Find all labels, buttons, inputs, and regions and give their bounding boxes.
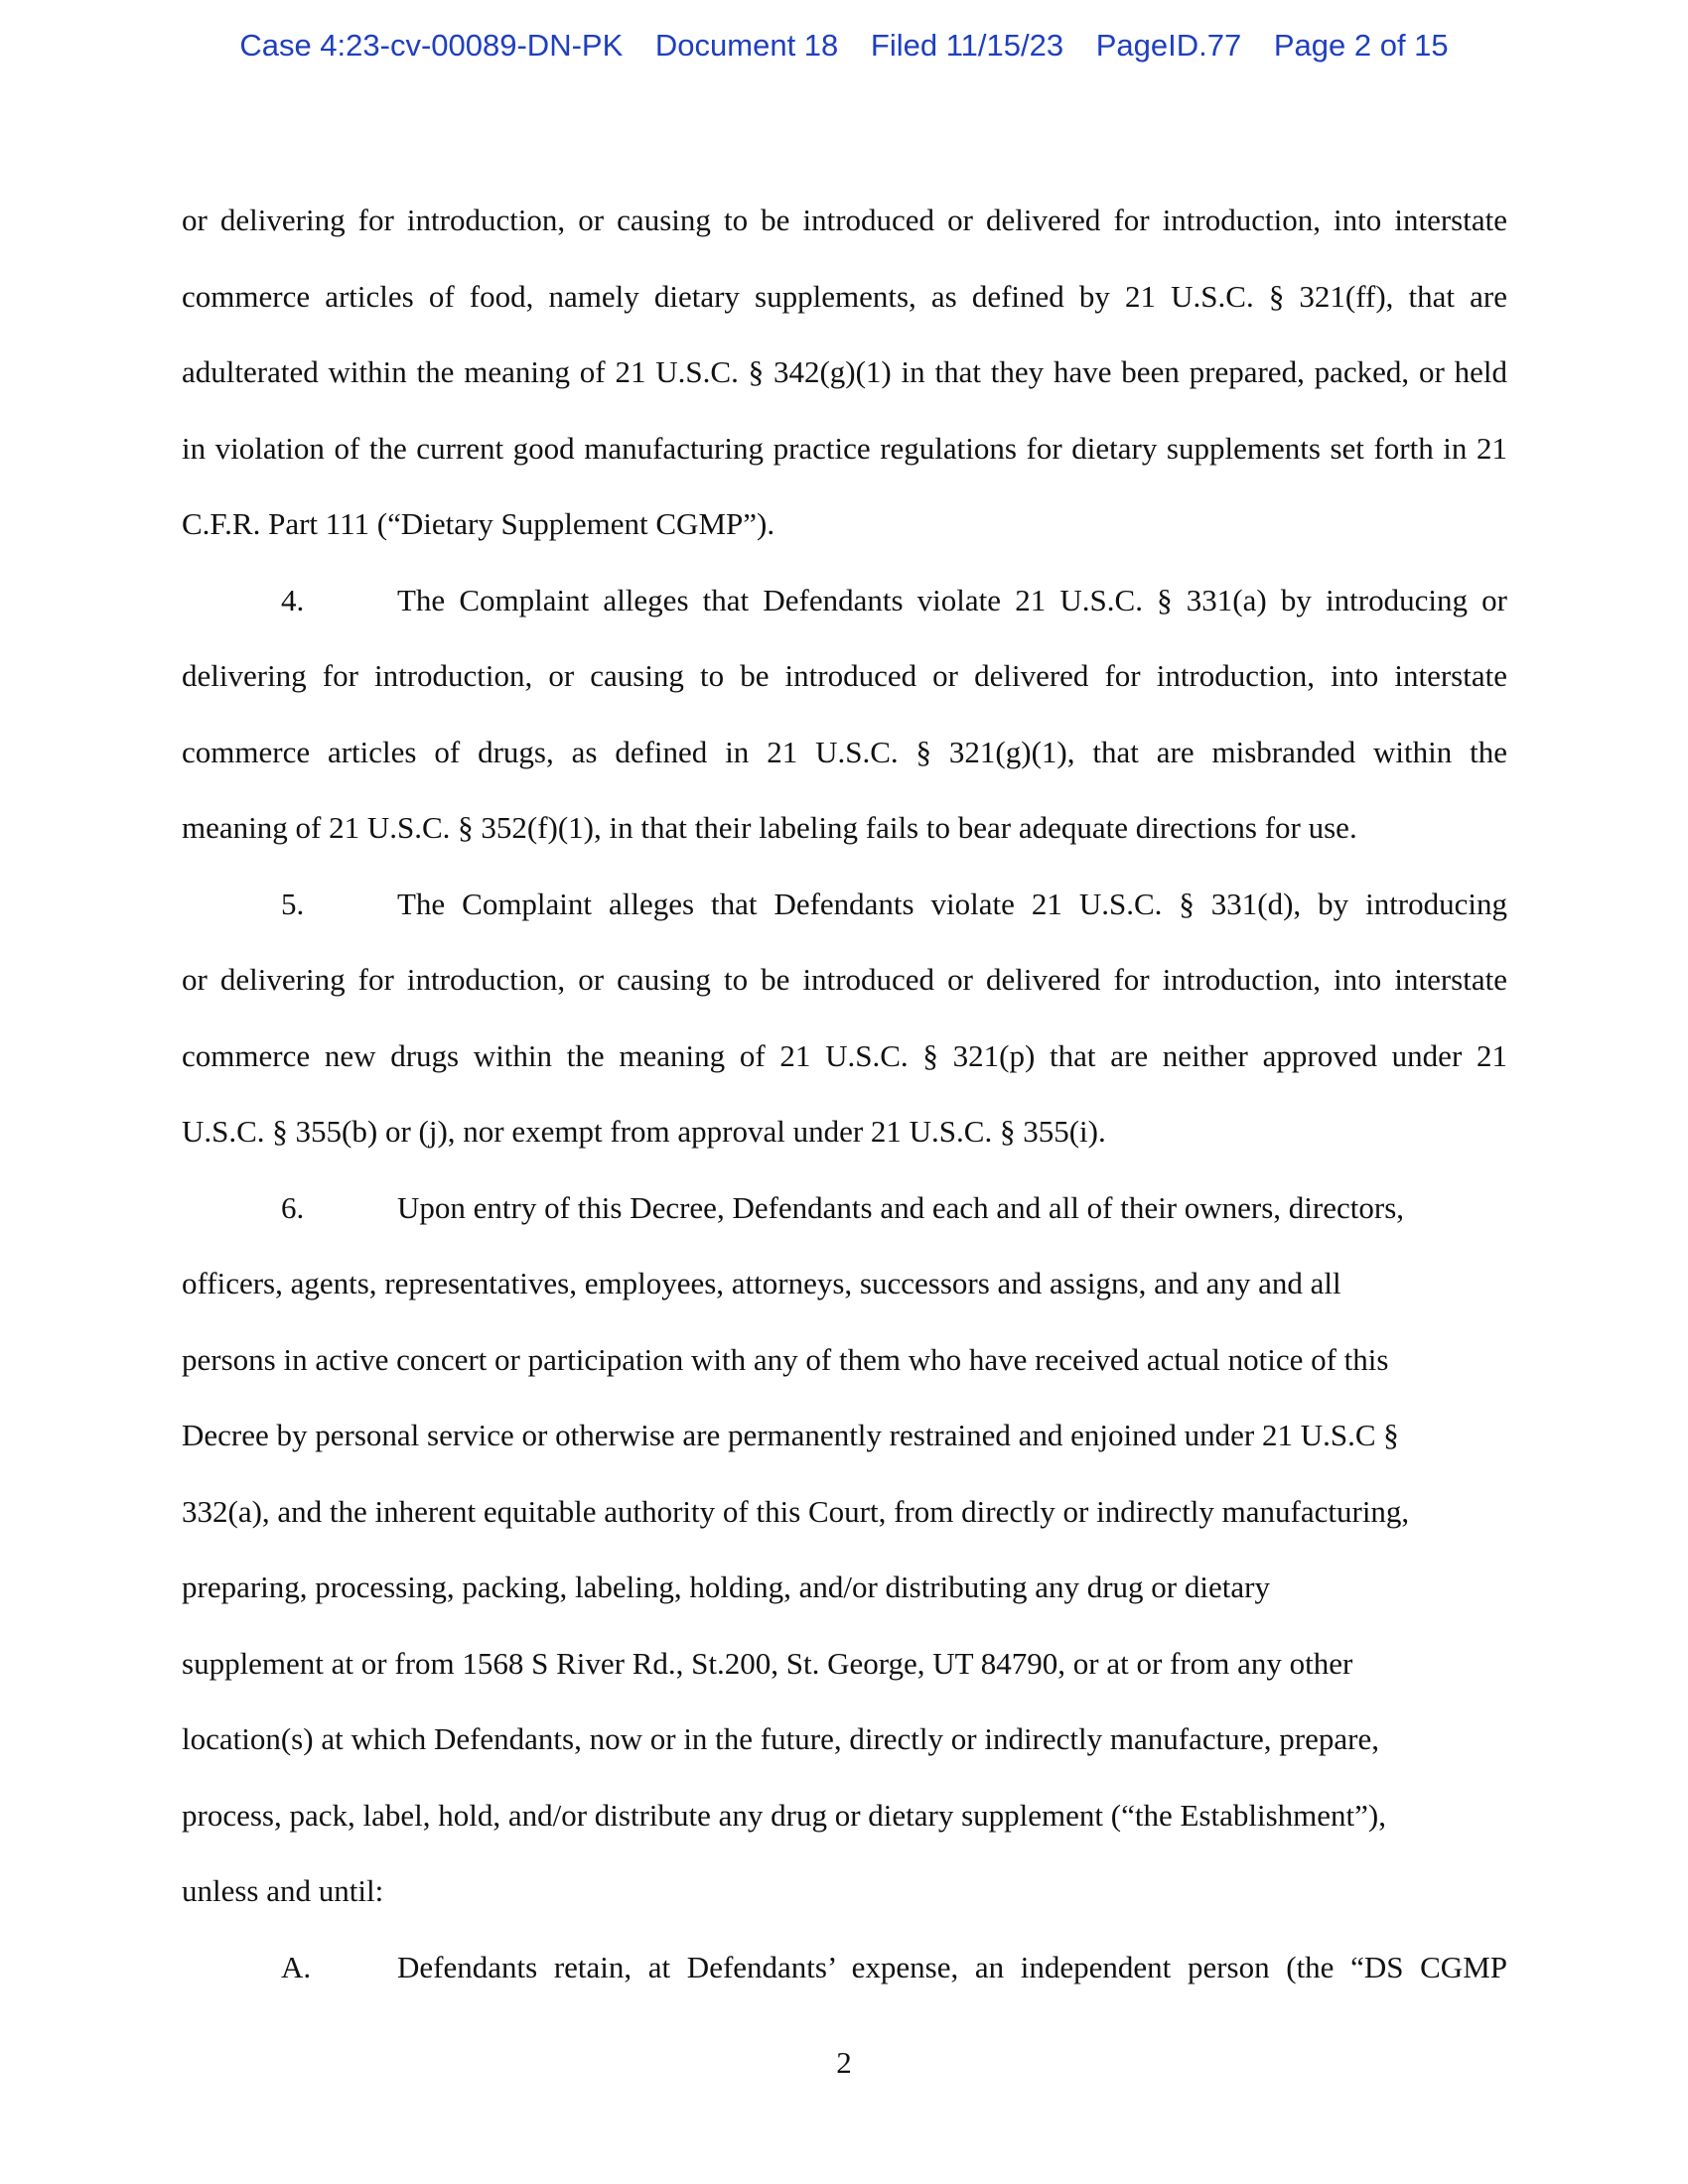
document-number: Document 18 [654, 28, 839, 63]
subparagraph-a [182, 1930, 1507, 2006]
text-line: preparing, processing, packing, labeling, holding, and/or distributing any drug or dietary [182, 1570, 1270, 1604]
text-line [182, 563, 1507, 639]
text-line: 332(a), and the inherent equitable authority of this Court, from directly or indirectly manufacturing, [182, 1493, 1410, 1529]
text-line: U.S.C. § 355(b) or (j), nor exempt from approval under 21 U.S.C. § 355(i). [182, 1114, 1106, 1149]
paragraph-6 [182, 1170, 1507, 1930]
text-line: or delivering for introduction, or causing to be introduced or delivered for introduction, into interstate [182, 962, 1507, 997]
filed-date: Filed 11/15/23 [870, 28, 1064, 63]
case-header [0, 28, 1688, 64]
text-line: adulterated within the meaning of 21 U.S.C. § 342(g)(1) in that they have been prepared, packed, or held [182, 354, 1507, 389]
text-line: persons in active concert or participation with any of them who have received actual notice of this [182, 1341, 1389, 1377]
text-span: The Complaint alleges that Defendants violate 21 U.S.C. § 331(d), by introducing [397, 886, 1507, 921]
paragraph-3-continued [182, 183, 1507, 563]
text-span: The Complaint alleges that Defendants violate 21 U.S.C. § 331(a) by introducing or [397, 582, 1507, 617]
text-line: supplement at or from 1568 S River Rd., St.200, St. George, UT 84790, or at or from any other [182, 1645, 1353, 1681]
paragraph-5 [182, 867, 1507, 1170]
case-number: Case 4:23-cv-00089-DN-PK [239, 28, 624, 63]
text-line: commerce articles of food, namely dietary supplements, as defined by 21 U.S.C. § 321(ff), that are [182, 278, 1507, 314]
document-body [182, 183, 1507, 2005]
text-line: commerce articles of drugs, as defined in 21 U.S.C. § 321(g)(1), that are misbranded within the [182, 734, 1507, 769]
text-line: Decree by personal service or otherwise are permanently restrained and enjoined under 21 U.S.C § [182, 1418, 1399, 1452]
paragraph-4 [182, 563, 1507, 867]
text-line: in violation of the current good manufacturing practice regulations for dietary supplements set forth in 21 [182, 430, 1507, 466]
text-line: process, pack, label, hold, and/or distribute any drug or dietary supplement (“the Establishment”), [182, 1797, 1386, 1833]
text-span: Defendants retain, at Defendants’ expense, an independent person (the “DS CGMP [397, 1949, 1507, 1984]
text-line: location(s) at which Defendants, now or in the future, directly or indirectly manufacture, prepare, [182, 1721, 1379, 1756]
text-line [182, 867, 1507, 943]
text-line: unless and until: [182, 1873, 384, 1908]
text-line [182, 1170, 1507, 1247]
page-count: Page 2 of 15 [1273, 28, 1449, 63]
text-line [182, 1930, 1507, 2006]
text-line: or delivering for introduction, or causing to be introduced or delivered for introduction, into interstate [182, 203, 1507, 237]
text-line: officers, agents, representatives, employees, attorneys, successors and assigns, and any and all [182, 1266, 1341, 1300]
text-span: Upon entry of this Decree, Defendants and each and all of their owners, directors, [397, 1189, 1405, 1225]
page-id: PageID.77 [1095, 28, 1242, 63]
page-number: 2 [836, 2045, 852, 2080]
paragraph-number: 5. [281, 886, 305, 921]
text-line: commerce new drugs within the meaning of 21 U.S.C. § 321(p) that are neither approved under 21 [182, 1037, 1507, 1073]
paragraph-number: 4. [281, 582, 305, 617]
text-line: C.F.R. Part 111 (“Dietary Supplement CGMP”). [182, 506, 775, 541]
text-line: meaning of 21 U.S.C. § 352(f)(1), in that their labeling fails to bear adequate directions for use. [182, 810, 1357, 845]
paragraph-number: 6. [281, 1189, 305, 1225]
text-line: delivering for introduction, or causing to be introduced or delivered for introduction, into interstate [182, 658, 1507, 693]
paragraph-number: A. [281, 1949, 312, 1984]
